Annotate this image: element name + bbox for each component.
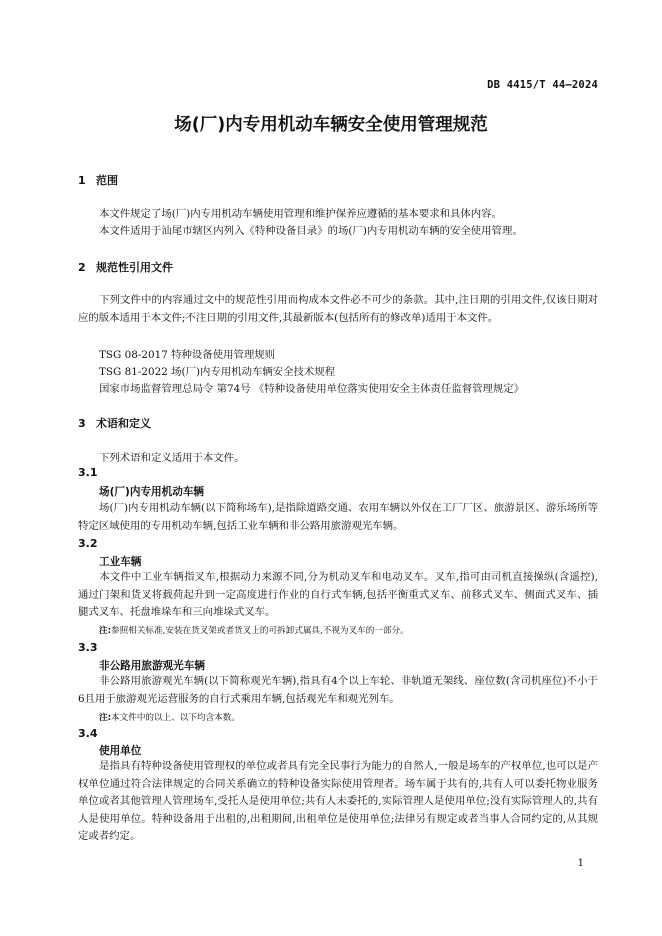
term-definition <box>78 758 598 846</box>
term-definition <box>78 673 598 708</box>
term-note <box>99 624 409 636</box>
note-text: 本文件中的以上、以下均含本数。 <box>111 713 240 723</box>
paragraph-text: 是指具有特种设备使用管理权的单位或者具有完全民事行为能力的自然人,一般是场车的产权单位,也可以是产权单位通过符合法律规定的合同关系确立的特种设备实际使用管理者。场车属于共有的,共有人可以委托物业服务单位或者其他管理人管理场车,受托人是使用单位;共有人未委托的,实际管理人是使用单位;没有实际管理人的,共有人是使用单位。特种设备用于出租的,出租期间,出租单位是使用单位;法律另有规定或者当事人合同约定的,从其规定或者约定。 <box>78 760 598 843</box>
section-title: 范围 <box>96 174 118 187</box>
section-number: 1 <box>78 174 86 187</box>
term-name: 使用单位 <box>99 745 142 757</box>
paragraph-text: 非公路用旅游观光车辆(以下简称观光车辆),指具有4个以上车轮、非轨道无架线、座位数(含司机座位)不小于6且用于旅游观光运营服务的自行式乘用车辆,包括观光车和观光列车。 <box>78 675 598 705</box>
section-2-intro <box>78 292 598 327</box>
term-number: 3.4 <box>78 727 98 740</box>
term-name: 非公路用旅游观光车辆 <box>99 660 205 672</box>
document-title: 场(厂)内专用机动车辆安全使用管理规范 <box>174 115 488 135</box>
note-label: 注: <box>99 626 112 636</box>
section-3-heading <box>78 415 151 431</box>
section-2-heading <box>78 259 173 275</box>
reference-item: 国家市场监督管理总局令 第74号 《特种设备使用单位落实使用安全主体责任监督管理规定》 <box>99 383 525 395</box>
term-name: 工业车辆 <box>99 556 142 568</box>
section-3-intro: 下列术语和定义适用于本文件。 <box>99 452 245 464</box>
term-definition <box>78 500 598 535</box>
paragraph-text: 本文件中工业车辆指叉车,根据动力来源不同,分为机动叉车和电动叉车。叉车,指可由司机直接操纵(含遥控),通过门架和货叉将载荷起升到一定高度进行作业的自行式车辆,包括平衡重式叉车、前移式叉车、侧面式叉车、插腿式叉车、托盘堆垛车和三向堆垛式叉车。 <box>78 571 598 619</box>
term-name: 场(厂)内专用机动车辆 <box>99 486 205 498</box>
section-title: 术语和定义 <box>96 417 151 430</box>
section-1-para-2 <box>78 223 598 241</box>
paragraph-text: 下列文件中的内容通过文中的规范性引用而构成本文件必不可少的条款。其中,注日期的引用文件,仅该日期对应的版本适用于本文件;不注日期的引用文件,其最新版本(包括所有的修改单)适用于本文件。 <box>78 294 598 324</box>
term-number: 3.1 <box>78 466 98 479</box>
note-text: 参照相关标准,安装在货叉架或者货叉上的可拆卸式属具,不视为叉车的一部分。 <box>111 626 409 636</box>
page-number: 1 <box>577 858 584 869</box>
reference-item: TSG 08-2017 特种设备使用管理规则 <box>99 349 276 361</box>
term-definition <box>78 569 598 622</box>
term-note <box>99 711 240 723</box>
section-title: 规范性引用文件 <box>96 261 173 274</box>
section-number: 2 <box>78 261 86 274</box>
section-number: 3 <box>78 417 86 430</box>
paragraph-text: 场(厂)内专用机动车辆(以下简称场车),是指除道路交通、农用车辆以外仅在工厂厂区、旅游景区、游乐场所等特定区域使用的专用机动车辆,包括工业车辆和非公路用旅游观光车辆。 <box>78 502 598 532</box>
note-label: 注: <box>99 713 112 723</box>
term-number: 3.3 <box>78 641 98 654</box>
section-1-para-1 <box>78 206 598 224</box>
reference-item: TSG 81-2022 场(厂)内专用机动车辆安全技术规程 <box>99 366 336 378</box>
section-1-heading <box>78 172 118 188</box>
paragraph-text: 本文件规定了场(厂)内专用机动车辆使用管理和维护保养应遵循的基本要求和具体内容。 <box>99 208 502 220</box>
paragraph-text: 本文件适用于汕尾市辖区内列入《特种设备目录》的场(厂)内专用机动车辆的安全使用管理。 <box>99 225 523 237</box>
document-number: DB 4415/T 44—2024 <box>487 79 598 91</box>
term-number: 3.2 <box>78 537 98 550</box>
